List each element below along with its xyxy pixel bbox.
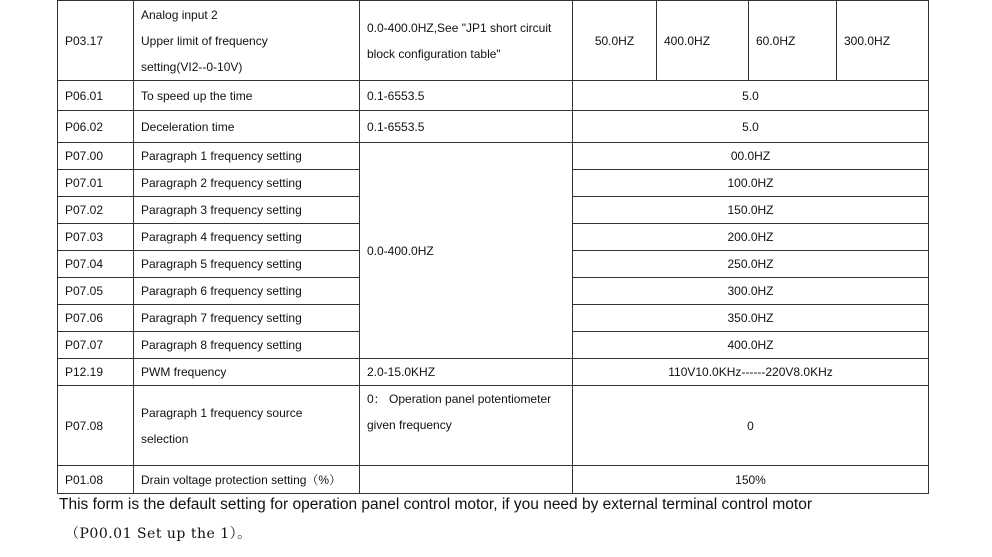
param-name-line: Upper limit of frequency xyxy=(141,33,268,48)
param-code: P01.08 xyxy=(58,466,134,494)
param-name: To speed up the time xyxy=(134,81,360,111)
param-name-line: setting(VI2--0-10V) xyxy=(141,59,243,74)
param-code: P07.02 xyxy=(58,197,134,224)
param-range-line: given frequency xyxy=(367,418,452,432)
param-value: 300.0HZ xyxy=(837,1,929,81)
param-code: P03.17 xyxy=(58,1,134,81)
param-value: 400.0HZ xyxy=(657,1,749,81)
param-value: 100.0HZ xyxy=(573,170,929,197)
param-range: 0.1-6553.5 xyxy=(360,81,573,111)
param-range: 2.0-15.0KHZ xyxy=(360,359,573,386)
param-value: 5.0 xyxy=(573,81,929,111)
param-value: 300.0HZ xyxy=(573,278,929,305)
param-range xyxy=(360,1,573,81)
param-code: P07.05 xyxy=(58,278,134,305)
parameter-table xyxy=(57,0,929,494)
param-name: Drain voltage protection setting（%） xyxy=(134,466,360,494)
table-row xyxy=(58,1,929,81)
param-value: 5.0 xyxy=(573,111,929,143)
param-value: 150.0HZ xyxy=(573,197,929,224)
table-row xyxy=(58,143,929,170)
param-code: P12.19 xyxy=(58,359,134,386)
param-name: Paragraph 8 frequency setting xyxy=(134,332,360,359)
param-range-line: block configuration table" xyxy=(367,46,501,61)
param-name: Paragraph 7 frequency setting xyxy=(134,305,360,332)
table-row xyxy=(58,466,929,494)
param-code: P07.06 xyxy=(58,305,134,332)
param-value: 350.0HZ xyxy=(573,305,929,332)
param-code: P06.01 xyxy=(58,81,134,111)
table-row xyxy=(58,386,929,466)
param-value: 250.0HZ xyxy=(573,251,929,278)
param-value: 0 xyxy=(573,386,929,466)
param-name: Deceleration time xyxy=(134,111,360,143)
param-code: P07.00 xyxy=(58,143,134,170)
param-code: P07.01 xyxy=(58,170,134,197)
param-name: Paragraph 1 frequency setting xyxy=(134,143,360,170)
param-range: 0.0-400.0HZ xyxy=(360,143,573,359)
param-value: 200.0HZ xyxy=(573,224,929,251)
param-name-line: selection xyxy=(141,431,189,446)
param-code: P06.02 xyxy=(58,111,134,143)
param-name: Paragraph 5 frequency setting xyxy=(134,251,360,278)
param-range xyxy=(360,386,573,466)
param-name-line: Analog input 2 xyxy=(141,7,218,22)
param-value: 400.0HZ xyxy=(573,332,929,359)
table-row xyxy=(58,81,929,111)
table-row xyxy=(58,359,929,386)
param-range-empty xyxy=(360,466,573,494)
footnote-parameter: （P00.01 Set up the 1）。 xyxy=(65,526,252,542)
param-name: PWM frequency xyxy=(134,359,360,386)
param-code: P07.08 xyxy=(58,386,134,466)
param-name xyxy=(134,1,360,81)
param-value: 00.0HZ xyxy=(573,143,929,170)
param-code: P07.07 xyxy=(58,332,134,359)
param-code: P07.03 xyxy=(58,224,134,251)
param-name: Paragraph 6 frequency setting xyxy=(134,278,360,305)
param-value: 50.0HZ xyxy=(573,1,657,81)
param-code: P07.04 xyxy=(58,251,134,278)
param-name xyxy=(134,386,360,466)
footnote-text: This form is the default setting for operation panel control motor, if you need by external terminal control motor xyxy=(59,496,812,513)
param-value: 150% xyxy=(573,466,929,494)
param-value: 60.0HZ xyxy=(749,1,837,81)
param-name: Paragraph 3 frequency setting xyxy=(134,197,360,224)
param-range: 0.1-6553.5 xyxy=(360,111,573,143)
param-name: Paragraph 2 frequency setting xyxy=(134,170,360,197)
table-row xyxy=(58,111,929,143)
param-name-line: Paragraph 1 frequency source xyxy=(141,405,303,420)
param-name: Paragraph 4 frequency setting xyxy=(134,224,360,251)
param-range-line: 0.0-400.0HZ,See "JP1 short circuit xyxy=(367,20,552,35)
param-range-line: 0： Operation panel potentiometer xyxy=(367,392,552,406)
param-value: 110V10.0KHz------220V8.0KHz xyxy=(573,359,929,386)
